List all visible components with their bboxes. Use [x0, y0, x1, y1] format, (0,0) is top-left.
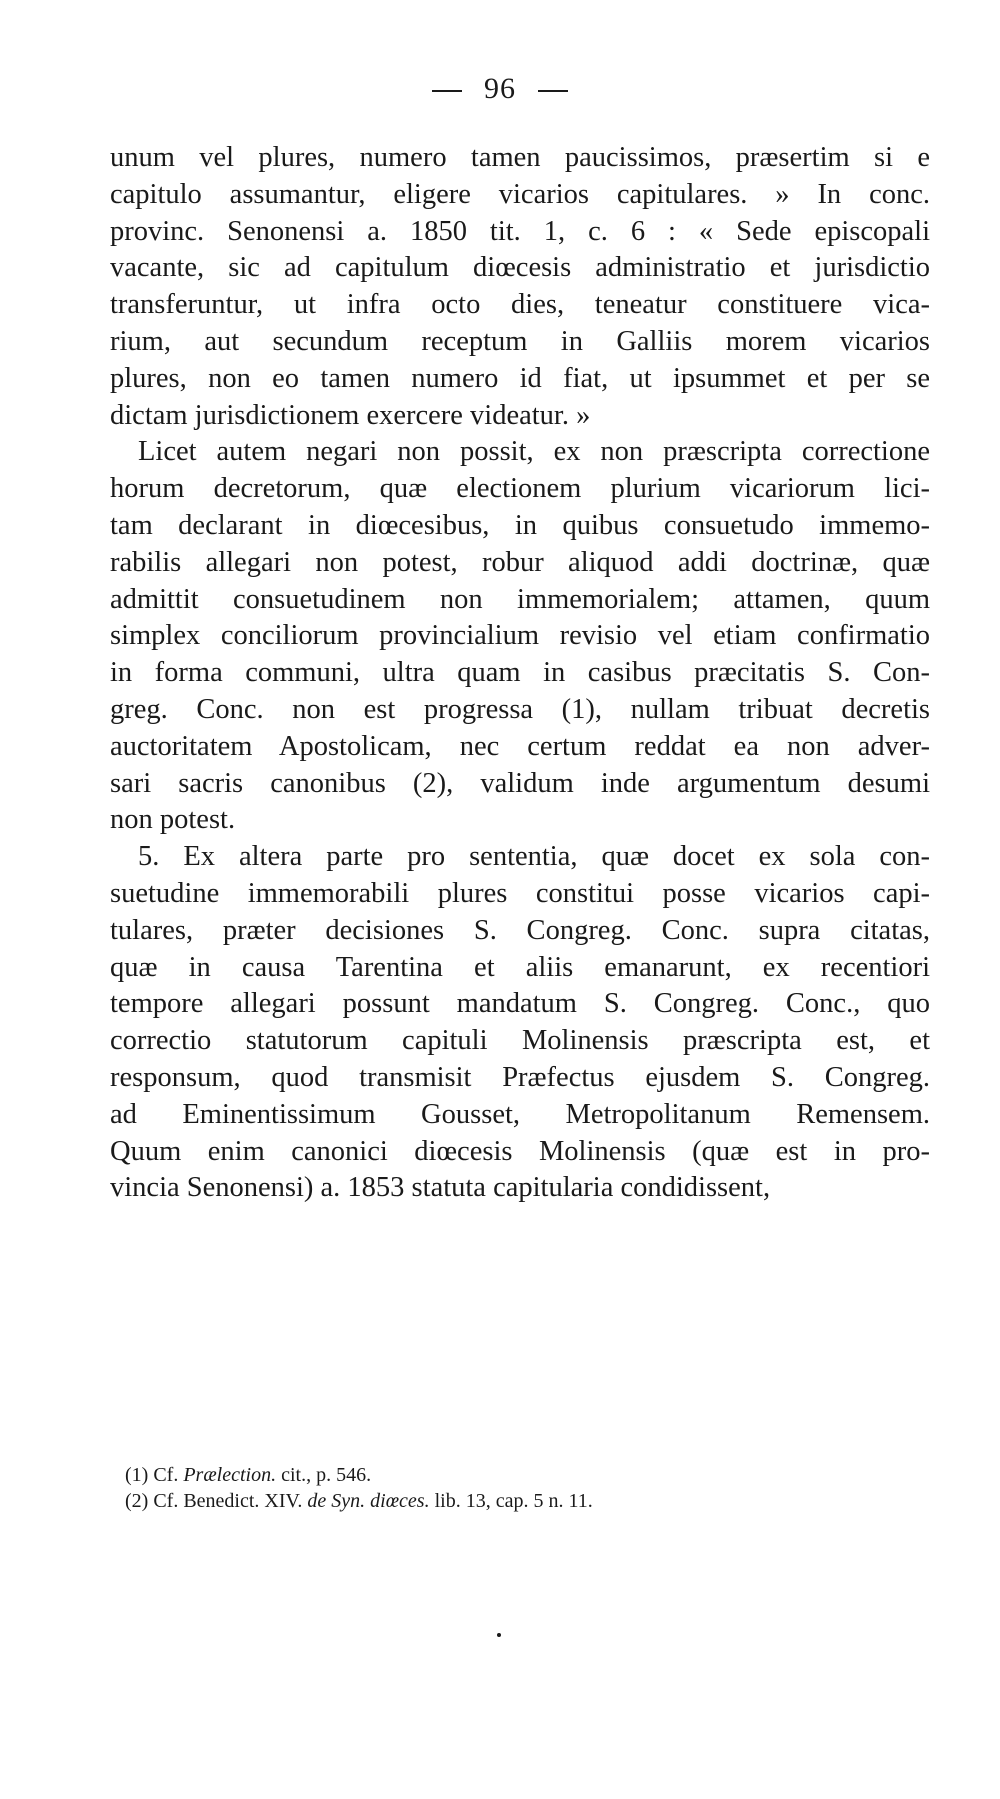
text-line: unum vel plures, numero tamen paucissimos, præsertim si e	[110, 142, 930, 173]
text-line: tempore allegari possunt mandatum S. Congreg. Conc., quo	[110, 988, 930, 1020]
text-line: quæ in causa Tarentina et aliis emanarunt, ex recentiori	[110, 951, 930, 983]
text-line: Quum enim canonici diœcesis Molinensis (quæ est in pro-	[110, 1135, 930, 1167]
header-dash-right	[538, 90, 568, 92]
text-line: admittit consuetudinem non immemorialem; attamen, quum	[110, 583, 930, 615]
text-line: tam declarant in diœcesibus, in quibus consuetudo immemo-	[110, 509, 930, 541]
text-line: dictam jurisdictionem exercere videatur. »	[110, 399, 591, 431]
text-line: correctio statutorum capituli Molinensis præscripta est, et	[110, 1025, 930, 1057]
text-line: 5. Ex altera parte pro sententia, quæ docet ex sola con-	[138, 841, 930, 873]
text-line: non potest.	[110, 804, 236, 836]
text-line: greg. Conc. non est progressa (1), nullam tribuat decretis	[110, 693, 930, 725]
text-line: suetudine immemorabili plures constitui posse vicarios capi-	[110, 877, 930, 909]
footnote-reference: cit., p. 546.	[276, 1464, 372, 1486]
text-line: ad Eminentissimum Gousset, Metropolitanum Remensem.	[110, 1098, 930, 1130]
text-line: responsum, quod transmisit Præfectus ejusdem S. Congreg.	[110, 1061, 930, 1093]
text-line: horum decretorum, quæ electionem plurium vicariorum lici-	[110, 473, 930, 505]
text-line: auctoritatem Apostolicam, nec certum reddat ea non adver-	[110, 730, 930, 762]
text-line: rium, aut secundum receptum in Galliis morem vicarios	[110, 325, 930, 357]
page-number: 96	[484, 72, 516, 105]
text-line: in forma communi, ultra quam in casibus præcitatis S. Con-	[110, 657, 930, 689]
text-line: Licet autem negari non possit, ex non præscripta correctione	[138, 436, 930, 468]
header-dash-left	[432, 90, 462, 92]
footnote-title: de Syn. diœces.	[307, 1490, 430, 1512]
text-line: tulares, præter decisiones S. Congreg. Conc. supra citatas,	[110, 914, 930, 946]
text-line: capitulo assumantur, eligere vicarios capitulares. » In conc.	[110, 178, 930, 210]
footnote-reference: lib. 13, cap. 5 n. 11.	[429, 1490, 593, 1512]
paragraph	[110, 434, 930, 839]
footnote-text: Cf. Benedict. XIV.	[153, 1490, 308, 1512]
body-text	[110, 140, 930, 1207]
footnote	[125, 1488, 885, 1514]
footnote-title: Prælection.	[183, 1464, 277, 1486]
footnotes	[125, 1462, 885, 1514]
paragraph	[110, 140, 930, 434]
text-line: transferuntur, ut infra octo dies, teneatur constituere vica-	[110, 289, 930, 321]
footnote	[125, 1462, 885, 1488]
footnote-marker: (1)	[125, 1464, 149, 1486]
footnote-text: Cf.	[153, 1464, 184, 1486]
text-line: simplex conciliorum provincialium revisio vel etiam confirmatio	[110, 620, 930, 652]
paragraph	[110, 839, 930, 1207]
text-line: provinc. Senonensi a. 1850 tit. 1, c. 6 : « Sede episcopali	[110, 215, 930, 247]
text-line: plures, non eo tamen numero id fiat, ut ipsummet et per se	[110, 362, 930, 394]
text-line: vacante, sic ad capitulum diœcesis administratio et jurisdictio	[110, 252, 930, 284]
page-header	[0, 72, 1000, 106]
text-line: sari sacris canonibus (2), validum inde argumentum desumi	[110, 767, 930, 799]
page-mark	[497, 1633, 501, 1637]
text-line: vincia Senonensi) a. 1853 statuta capitularia condidissent,	[110, 1172, 771, 1204]
footnote-marker: (2)	[125, 1490, 149, 1512]
text-line: rabilis allegari non potest, robur aliquod addi doctrinæ, quæ	[110, 546, 930, 578]
